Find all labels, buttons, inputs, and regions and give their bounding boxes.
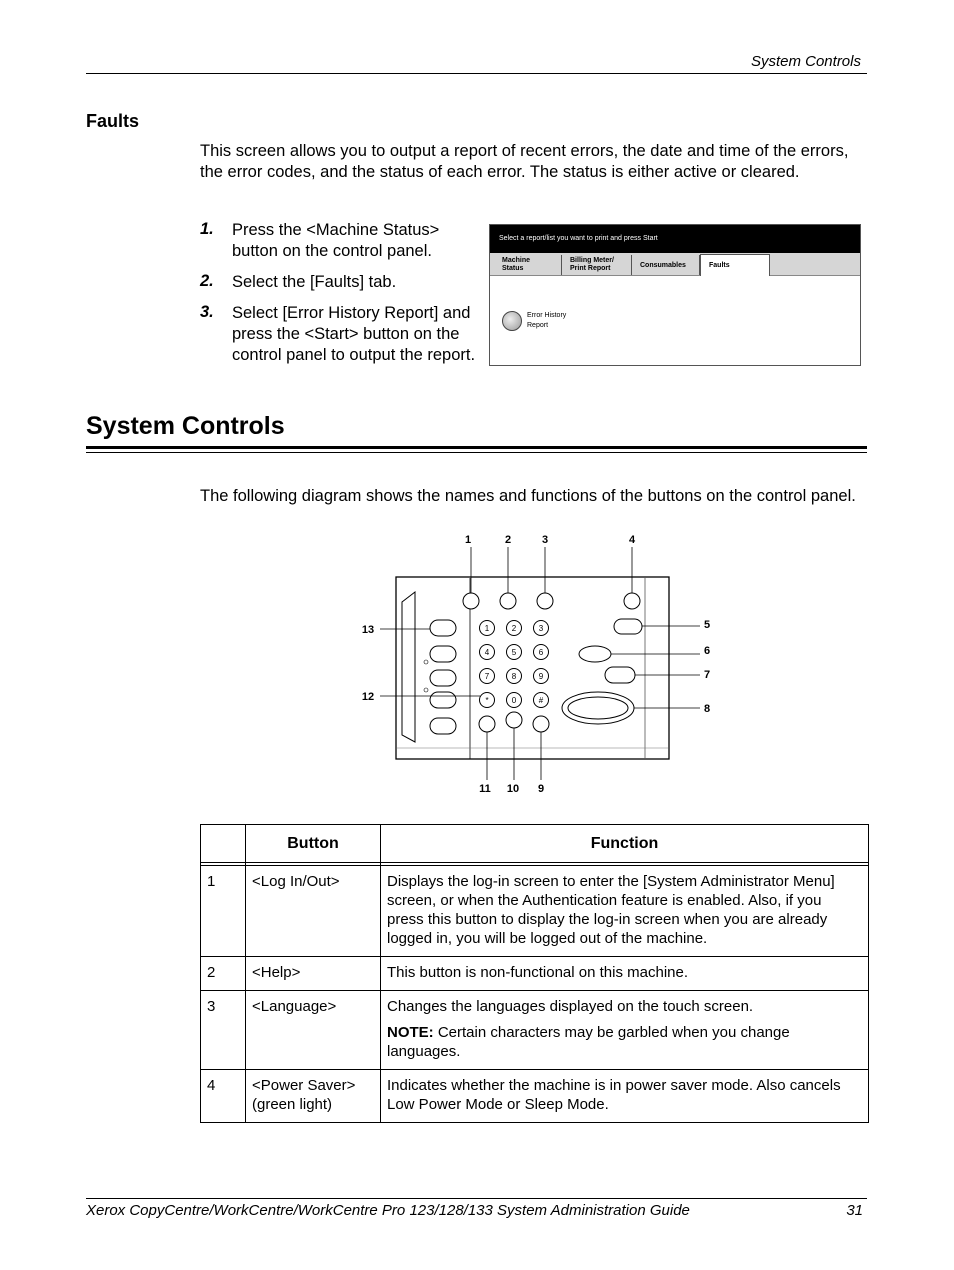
keypad-key-label: 5 bbox=[511, 648, 517, 657]
button-function-table bbox=[200, 824, 869, 1123]
language-button bbox=[537, 593, 553, 609]
callout-label-2: 2 bbox=[504, 534, 512, 546]
table-row bbox=[201, 1070, 869, 1123]
tab-faults[interactable]: Faults bbox=[700, 254, 770, 276]
row-button: <Log In/Out> bbox=[246, 866, 381, 957]
row-number: 2 bbox=[201, 957, 246, 991]
faults-intro-paragraph: This screen allows you to output a report of recent errors, the date and time of the errors, the error codes, and the status of each error. The status is either active or cleared. bbox=[200, 142, 849, 181]
callout-label-11: 11 bbox=[479, 783, 491, 795]
table-row bbox=[201, 957, 869, 991]
keypad-key-label: 8 bbox=[511, 672, 517, 681]
tab-billing-meter[interactable]: Billing Meter/ Print Report bbox=[562, 255, 632, 275]
footer-guide-title: Xerox CopyCentre/WorkCentre/WorkCentre Pro 123/128/133 System Administration Guide bbox=[86, 1202, 690, 1219]
keypad-key-label: # bbox=[538, 696, 544, 705]
row-button: <Power Saver> (green light) bbox=[246, 1070, 381, 1123]
row-function: Changes the languages displayed on the touch screen. bbox=[387, 998, 754, 1015]
panel-button bbox=[430, 670, 456, 686]
panel-button bbox=[430, 620, 456, 636]
note-text: Certain characters may be garbled when you change languages. bbox=[387, 1024, 790, 1060]
control-panel-diagram bbox=[355, 530, 715, 800]
power-saver-button bbox=[624, 593, 640, 609]
callout-label-4: 4 bbox=[628, 534, 636, 546]
row-note bbox=[387, 1023, 862, 1061]
callout-label-13: 13 bbox=[361, 624, 375, 636]
step-text: Select [Error History Report] and press the <Start> button on the control panel to output the report. bbox=[232, 304, 476, 364]
header-button: Button bbox=[246, 825, 381, 863]
faults-heading: Faults bbox=[86, 111, 140, 131]
section-rule-thin bbox=[86, 452, 867, 453]
panel-button bbox=[430, 692, 456, 708]
keypad-key-label: 0 bbox=[511, 696, 517, 705]
header-divider bbox=[86, 73, 867, 74]
panel-button bbox=[430, 718, 456, 734]
callout-label-3: 3 bbox=[541, 534, 549, 546]
note-label: NOTE: bbox=[387, 1024, 434, 1041]
pause-button bbox=[479, 716, 495, 732]
tab-consumables[interactable]: Consumables bbox=[632, 255, 700, 275]
table-row bbox=[201, 991, 869, 1070]
faults-screen-mockup bbox=[489, 224, 861, 366]
row-button: <Help> bbox=[246, 957, 381, 991]
stop-button bbox=[605, 667, 635, 683]
step-number: 1. bbox=[200, 220, 214, 238]
row-number: 1 bbox=[201, 866, 246, 957]
page-number: 31 bbox=[846, 1202, 863, 1219]
keypad-key-label: 1 bbox=[484, 624, 490, 633]
running-header: System Controls bbox=[750, 53, 861, 70]
row-function: Displays the log-in screen to enter the [System Administrator Menu] screen, or when the Authentication feature is enabled. Also, if you press this button to display the log-in screen when you are already logged in, you will be logged out of the machine. bbox=[381, 866, 869, 957]
keypad-key-label: 9 bbox=[538, 672, 544, 681]
keypad-key-label: 6 bbox=[538, 648, 544, 657]
keypad-key-label: 2 bbox=[511, 624, 517, 633]
c-clear-button bbox=[506, 712, 522, 728]
row-number: 4 bbox=[201, 1070, 246, 1123]
callout-label-7: 7 bbox=[703, 669, 711, 681]
callout-label-12: 12 bbox=[361, 691, 375, 703]
system-controls-intro-paragraph: The following diagram shows the names and functions of the buttons on the control panel. bbox=[200, 487, 856, 505]
row-number: 3 bbox=[201, 991, 246, 1070]
callout-label-6: 6 bbox=[703, 645, 711, 657]
interrupt-button bbox=[579, 646, 611, 662]
keypad-key-label: 7 bbox=[484, 672, 490, 681]
touch-screen-edge bbox=[402, 592, 415, 742]
keypad-key-label: 4 bbox=[484, 648, 490, 657]
screen-message: Select a report/list you want to print and press Start bbox=[499, 235, 658, 242]
callout-label-9: 9 bbox=[537, 783, 545, 795]
callout-label-8: 8 bbox=[703, 703, 711, 715]
speed-dial-button bbox=[533, 716, 549, 732]
row-button: <Language> bbox=[246, 991, 381, 1070]
row-function-cell bbox=[381, 991, 869, 1070]
error-history-radio-button[interactable] bbox=[502, 311, 522, 331]
tab-machine-status[interactable]: Machine Status bbox=[494, 255, 562, 275]
step-text: Press the <Machine Status> button on the control panel. bbox=[232, 221, 440, 260]
row-function: Indicates whether the machine is in power saver mode. Also cancels Low Power Mode or Sleep Mode. bbox=[381, 1070, 869, 1123]
callout-label-5: 5 bbox=[703, 619, 711, 631]
system-controls-heading: System Controls bbox=[86, 412, 285, 440]
section-rule-thick bbox=[86, 446, 867, 449]
help-button bbox=[500, 593, 516, 609]
clear-all-button bbox=[614, 619, 642, 634]
header-number bbox=[201, 825, 246, 863]
header-function: Function bbox=[381, 825, 869, 863]
screen-tab-row bbox=[490, 253, 860, 276]
keypad-key-label: * bbox=[485, 696, 489, 705]
callout-label-10: 10 bbox=[506, 783, 520, 795]
step-text: Select the [Faults] tab. bbox=[232, 273, 397, 291]
footer-divider bbox=[86, 1198, 867, 1199]
keypad-key-label: 3 bbox=[538, 624, 544, 633]
log-in-out-button bbox=[463, 593, 479, 609]
error-history-report-label: Error History Report bbox=[527, 312, 567, 329]
panel-button bbox=[430, 646, 456, 662]
step-number: 2. bbox=[200, 272, 214, 290]
table-row bbox=[201, 866, 869, 957]
callout-label-1: 1 bbox=[464, 534, 472, 546]
screen-message-bar bbox=[490, 225, 860, 253]
step-number: 3. bbox=[200, 303, 214, 321]
table-header-row bbox=[201, 825, 869, 863]
row-function: This button is non-functional on this machine. bbox=[381, 957, 869, 991]
